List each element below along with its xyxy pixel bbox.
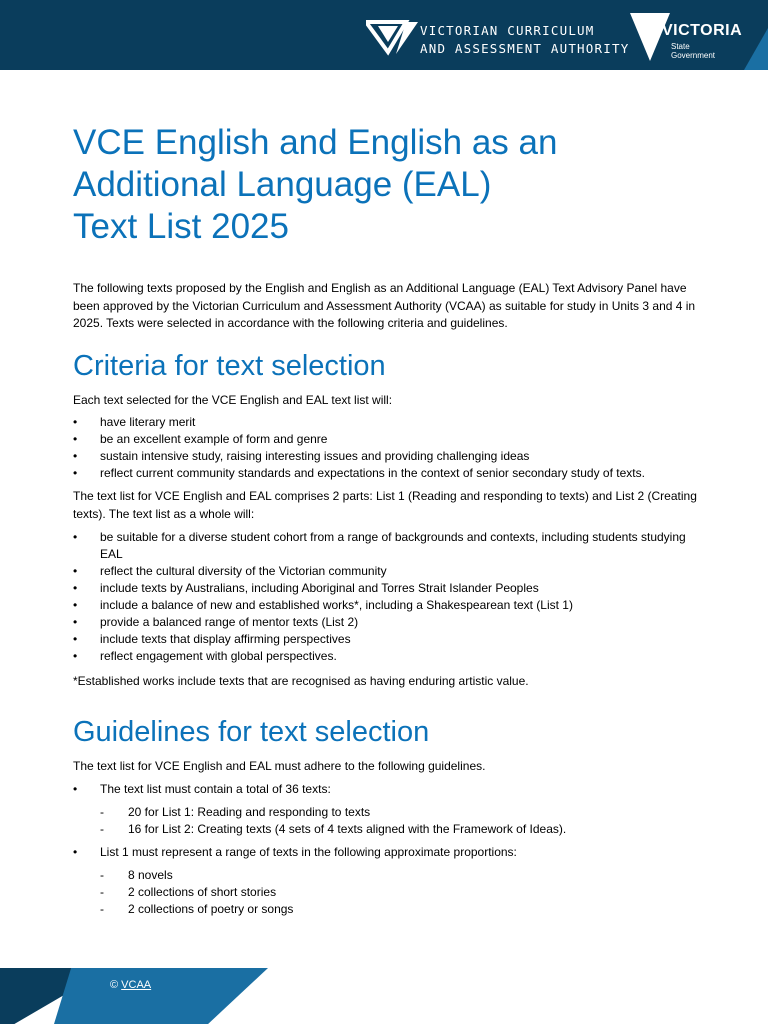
sublist-item: - 8 novels	[73, 867, 697, 884]
vic-sub-state: State	[671, 42, 690, 51]
intro-paragraph: The following texts proposed by the English and English as an Additional Language (EAL) Text Advisory Panel have been approved by the Victorian Curriculum and Assessment Authority (VCAA) as suitable for study in Units 3 and 4 in 2025. Texts were selected in accordance with the following criteria and guidelines.	[73, 281, 696, 330]
victoria-subtitle	[671, 42, 715, 60]
sublist-item: - 2 collections of short stories	[73, 884, 697, 901]
guidelines-lead: The text list for VCE English and EAL must adhere to the following guidelines.	[73, 758, 486, 773]
guidelines-list2	[73, 844, 697, 861]
title-line: Additional Language (EAL)	[73, 165, 492, 204]
sublist-item: - 2 collections of poetry or songs	[73, 901, 697, 918]
list-item: • be an excellent example of form and genre	[73, 431, 697, 448]
list-item: • reflect the cultural diversity of the Victorian community	[73, 563, 697, 580]
list-item: • List 1 must represent a range of texts in the following approximate proportions:	[73, 844, 697, 861]
list-item: • sustain intensive study, raising interesting issues and providing challenging ideas	[73, 448, 697, 465]
vic-sub-government: Government	[671, 51, 716, 60]
vcaa-line1: VICTORIAN CURRICULUM	[420, 23, 595, 38]
page-header	[0, 0, 768, 70]
list-item: • have literary merit	[73, 414, 697, 431]
list-item: • be suitable for a diverse student cohort from a range of backgrounds and contexts, including students studying EAL	[73, 529, 697, 563]
criteria-list	[73, 414, 697, 482]
criteria-list2	[73, 529, 697, 665]
criteria-lead: Each text selected for the VCE English and EAL text list will:	[73, 392, 393, 407]
list-item: • The text list must contain a total of 36 texts:	[73, 781, 697, 798]
vcaa-line2: AND ASSESSMENT AUTHORITY	[420, 41, 630, 56]
copyright-symbol: ©	[110, 979, 119, 991]
list-item: • include texts by Australians, including Aboriginal and Torres Strait Islander Peoples	[73, 580, 697, 597]
vcaa-wordmark	[420, 22, 629, 58]
title-line: VCE English and English as an	[73, 123, 558, 162]
list-item: • provide a balanced range of mentor texts (List 2)	[73, 614, 697, 631]
footer-band-blue	[54, 968, 268, 1024]
guidelines-sublist1	[73, 804, 697, 838]
criteria-heading: Criteria for text selection	[73, 349, 386, 382]
list-item: • reflect engagement with global perspectives.	[73, 648, 697, 665]
criteria-lead2: The text list for VCE English and EAL comprises 2 parts: List 1 (Reading and responding to texts) and List 2 (Creating texts). The text list as a whole will:	[73, 489, 697, 521]
list-item: • reflect current community standards and expectations in the context of senior secondary study of texts.	[73, 465, 697, 482]
sublist-item: - 20 for List 1: Reading and responding to texts	[73, 804, 697, 821]
page-title	[73, 122, 697, 248]
title-line: Text List 2025	[73, 207, 289, 246]
document-body	[73, 122, 697, 918]
list-item: • include texts that display affirming perspectives	[73, 631, 697, 648]
list-item: • include a balance of new and established works*, including a Shakespearean text (List 1)	[73, 597, 697, 614]
footer-copyright	[110, 979, 151, 991]
sublist-item: - 16 for List 2: Creating texts (4 sets of 4 texts aligned with the Framework of Ideas).	[73, 821, 697, 838]
guidelines-heading: Guidelines for text selection	[73, 715, 430, 748]
guidelines-sublist2	[73, 867, 697, 918]
footnote: *Established works include texts that are recognised as having enduring artistic value.	[73, 674, 529, 688]
vcaa-link[interactable]: VCAA	[121, 979, 152, 991]
guidelines-list	[73, 781, 697, 798]
victoria-wordmark: VICTORIA	[662, 22, 743, 39]
